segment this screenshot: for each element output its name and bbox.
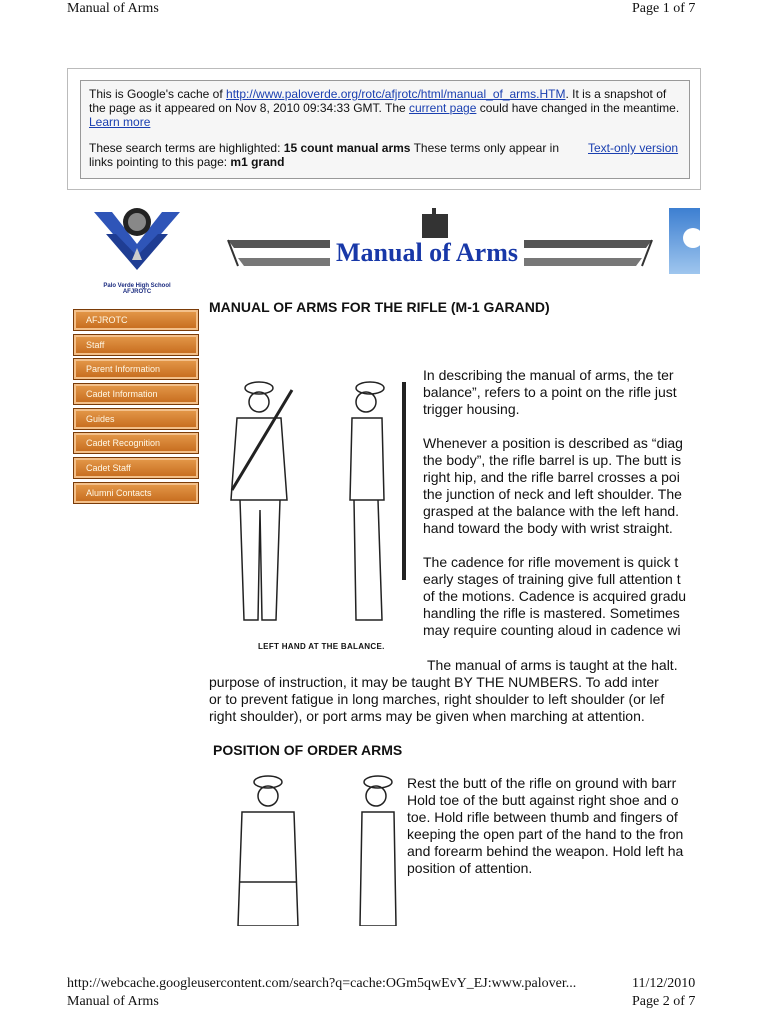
nav-item-alumni-contacts[interactable]: Alumni Contacts [73,482,199,504]
text-line: of the motions. Cadence is acquired gradu [423,588,687,604]
logo-unit-name: AFJROTC [122,289,152,295]
highlight-label: These search terms are highlighted: [89,141,284,155]
text-line: Rest the butt of the rifle on ground with barr [407,775,677,791]
paragraph-cadence [423,554,700,639]
order-arms-heading: POSITION OF ORDER ARMS [213,742,403,758]
illustration-caption: LEFT HAND AT THE BALANCE. [258,642,385,651]
cache-intro-text: This is Google's cache of [89,87,227,101]
banner-title: Manual of Arms [330,238,524,268]
page-header-number: Page 1 of 7 [632,1,696,16]
rifle-illustration-balance [212,370,417,658]
page-header-title: Manual of Arms [67,1,159,16]
nav-item-cadet-recognition[interactable]: Cadet Recognition [73,432,199,454]
text-line: purpose of instruction, it may be taught BY THE NUMBERS. To add inter [209,674,659,690]
main-heading: MANUAL OF ARMS FOR THE RIFLE (M-1 GARAND) [209,299,550,315]
text-line: keeping the open part of the hand to the fron [407,826,684,842]
text-line: toe. Hold rifle between thumb and fingers of [407,809,678,825]
order-arms-drawing-icon [212,772,402,926]
cache-changed-text: could have changed in the meantime. [476,101,680,115]
footer-url: http://webcache.googleusercontent.com/search?q=cache:OGm5qwEvY_EJ:www.palover... [67,976,577,991]
text-line: The cadence for rifle movement is quick t [423,554,679,570]
text-line: may require counting aloud in cadence wi [423,622,681,638]
link-terms: m1 grand [230,155,285,169]
cached-url-link[interactable]: http://www.paloverde.org/rotc/afjrotc/html/manual_of_arms.HTM [226,87,566,101]
learn-more-link[interactable]: Learn more [89,115,151,129]
text-line: and forearm behind the weapon. Hold left ha [407,843,684,859]
wings-emblem-icon [92,200,182,278]
text-line: position of attention. [407,860,533,876]
paragraph-halt-first-line: The manual of arms is taught at the halt. [427,657,678,673]
nav-item-parent-information[interactable]: Parent Information [73,358,199,380]
text-line: hand toward the body with wrist straight. [423,520,673,536]
text-line: balance”, refers to a point on the rifle just [423,384,677,400]
text-line: In describing the manual of arms, the ter [423,367,674,383]
cache-snapshot-text: . It is a snapshot of the page as it appeared on Nov 8, 2010 09:34:33 GMT. The [89,87,667,115]
rifle-illustration-order-arms [212,772,402,926]
current-page-link[interactable]: current page [409,101,477,115]
afjrotc-logo [92,200,182,296]
text-line: Whenever a position is described as “diag [423,435,683,451]
text-line: grasped at the balance with the left hand. [423,503,680,519]
text-line: the junction of neck and left shoulder. The [423,486,682,502]
text-line: trigger housing. [423,401,520,417]
next-page-header-title: Manual of Arms [67,994,159,1009]
text-line: right hip, and the rifle barrel crosses a poi [423,469,680,485]
paragraph-balance [423,367,700,418]
next-page-header-number: Page 2 of 7 [632,994,696,1009]
nav-item-guides[interactable]: Guides [73,408,199,430]
logo-school-name: Palo Verde High School [103,283,171,289]
text-only-version-link[interactable]: Text-only version [588,141,679,155]
text-line: Hold toe of the butt against right shoe and o [407,792,679,808]
title-banner [222,208,658,274]
text-line: handling the rifle is mastered. Sometimes [423,605,680,621]
side-navigation [73,309,199,507]
footer-date: 11/12/2010 [632,976,696,991]
paragraph-diagonal [423,435,700,537]
links-label: These terms only appear in links pointing to this page: [89,141,560,169]
nav-item-cadet-staff[interactable]: Cadet Staff [73,457,199,479]
text-line: the body”, the rifle barrel is up. The butt is [423,452,682,468]
paragraph-halt [209,674,700,725]
text-line: or to prevent fatigue in long marches, right shoulder to left shoulder (or lef [209,691,665,707]
google-cache-notice [80,80,690,179]
text-line: right shoulder), or port arms may be given when marching at attention. [209,708,645,724]
nav-item-afjrotc[interactable]: AFJROTC [73,309,199,331]
soldiers-drawing-icon [212,370,417,635]
paragraph-order-arms [407,775,700,877]
highlight-terms: 15 count manual arms [283,141,411,155]
nav-item-cadet-information[interactable]: Cadet Information [73,383,199,405]
text-line: early stages of training give full attention t [423,571,681,587]
nav-item-staff[interactable]: Staff [73,334,199,356]
sky-image [669,208,700,274]
